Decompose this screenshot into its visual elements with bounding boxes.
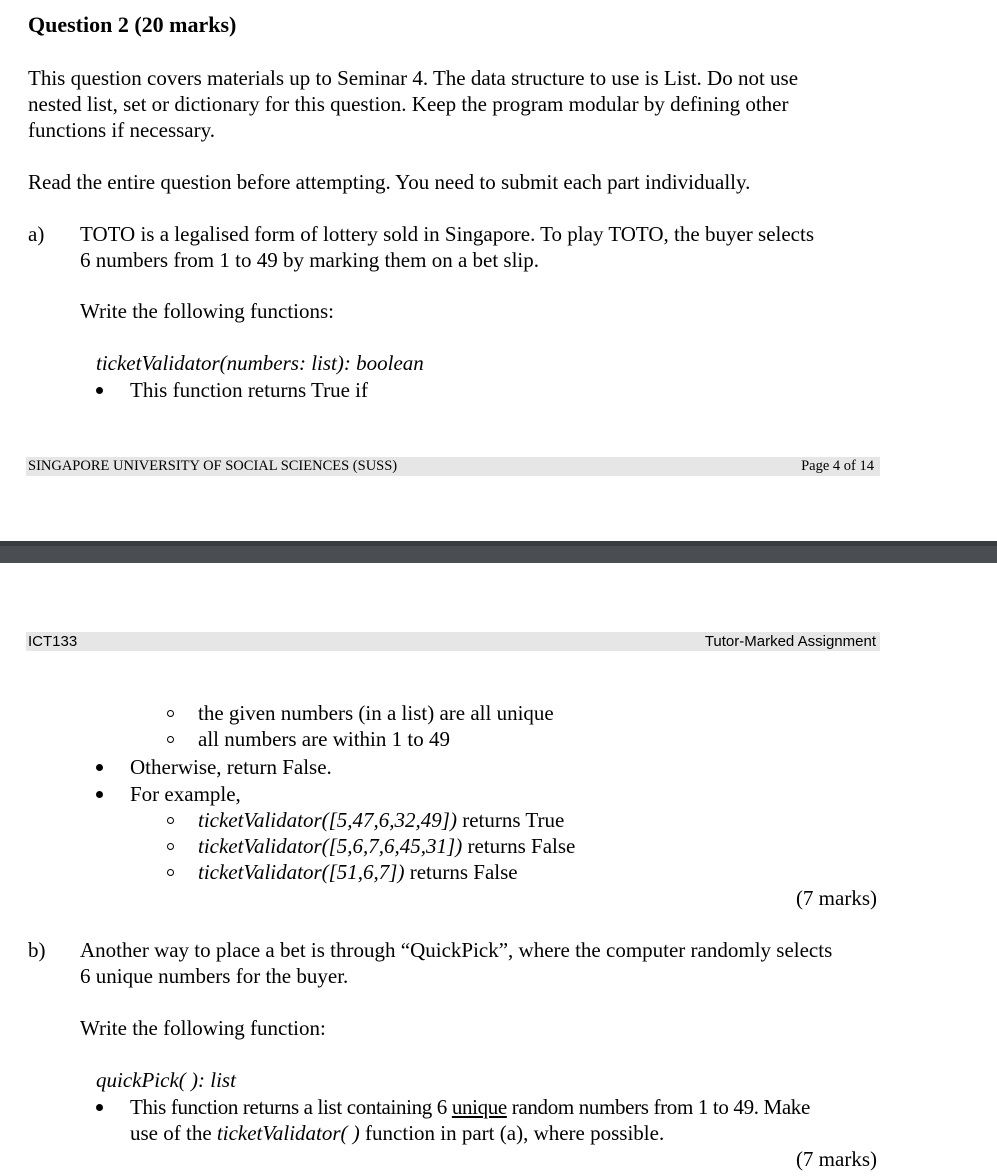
part-a-label: a) xyxy=(28,222,45,246)
bullet-icon xyxy=(96,791,103,798)
sub-bullet-icon xyxy=(167,710,174,717)
intro-line-2: nested list, set or dictionary for this question. Keep the program modular by defining other xyxy=(28,92,789,116)
condition-range: all numbers are within 1 to 49 xyxy=(198,727,450,751)
question-title: Question 2 (20 marks) xyxy=(28,12,237,37)
sub-bullet-icon xyxy=(167,817,174,824)
example-1-call: ticketValidator([5,47,6,32,49]) xyxy=(198,808,457,832)
header-course-code: ICT133 xyxy=(28,633,78,650)
quickpick-desc2-func: ticketValidator( ) xyxy=(216,1121,360,1145)
quickpick-desc2-pre: use of the xyxy=(130,1121,217,1145)
example-3 xyxy=(198,859,518,885)
quickpick-desc-pre: This function returns a list containing 6 xyxy=(130,1095,452,1119)
read-note: Read the entire question before attempting. You need to submit each part individually. xyxy=(28,170,751,194)
example-1 xyxy=(198,807,564,833)
bullet-otherwise: Otherwise, return False. xyxy=(130,755,332,779)
quickpick-desc-post: random numbers from 1 to 49. Make xyxy=(506,1095,810,1119)
part-a-write-prompt: Write the following functions: xyxy=(80,299,335,323)
quickpick-desc-unique: unique xyxy=(451,1095,507,1119)
bullet-returns-true: This function returns True if xyxy=(130,378,368,402)
bullet-icon xyxy=(96,387,103,394)
page-header xyxy=(26,632,880,651)
footer-institution: SINGAPORE UNIVERSITY OF SOCIAL SCIENCES (SUSS) xyxy=(28,458,398,474)
quickpick-desc2-post: function in part (a), where possible. xyxy=(359,1121,665,1145)
example-1-result: returns True xyxy=(456,808,565,832)
intro-line-1: This question covers materials up to Seminar 4. The data structure to use is List. Do not use xyxy=(28,66,799,90)
page-footer xyxy=(26,457,880,476)
bullet-icon xyxy=(96,1104,103,1111)
intro-line-3: functions if necessary. xyxy=(28,118,215,142)
part-b-label: b) xyxy=(28,938,46,962)
part-a-marks: (7 marks) xyxy=(795,886,877,910)
ticket-validator-signature: ticketValidator(numbers: list): boolean xyxy=(96,351,424,375)
sub-bullet-icon xyxy=(167,869,174,876)
example-2-call: ticketValidator([5,6,7,6,45,31]) xyxy=(198,834,463,858)
footer-page-number: Page 4 of 14 xyxy=(801,458,874,474)
example-2-result: returns False xyxy=(462,834,576,858)
header-assignment-type: Tutor-Marked Assignment xyxy=(704,633,876,650)
page-separator-shadow xyxy=(0,541,997,546)
example-3-call: ticketValidator([51,6,7]) xyxy=(198,860,405,884)
sub-bullet-icon xyxy=(167,736,174,743)
quickpick-desc-line-2 xyxy=(130,1120,664,1146)
part-a-desc-line-1: TOTO is a legalised form of lottery sold in Singapore. To play TOTO, the buyer selects xyxy=(80,222,814,246)
bullet-example: For example, xyxy=(130,782,241,806)
part-b-marks: (7 marks) xyxy=(795,1147,877,1171)
quickpick-desc-line-1 xyxy=(130,1094,810,1120)
example-3-result: returns False xyxy=(404,860,518,884)
part-a-desc-line-2: 6 numbers from 1 to 49 by marking them on a bet slip. xyxy=(80,248,540,272)
part-b-desc-line-2: 6 unique numbers for the buyer. xyxy=(80,964,349,988)
quickpick-signature: quickPick( ): list xyxy=(96,1068,236,1092)
example-2 xyxy=(198,833,575,859)
sub-bullet-icon xyxy=(167,843,174,850)
condition-unique: the given numbers (in a list) are all unique xyxy=(198,701,554,725)
part-b-desc-line-1: Another way to place a bet is through “QuickPick”, where the computer randomly selects xyxy=(80,938,833,962)
bullet-icon xyxy=(96,764,103,771)
part-b-write-prompt: Write the following function: xyxy=(80,1016,326,1040)
